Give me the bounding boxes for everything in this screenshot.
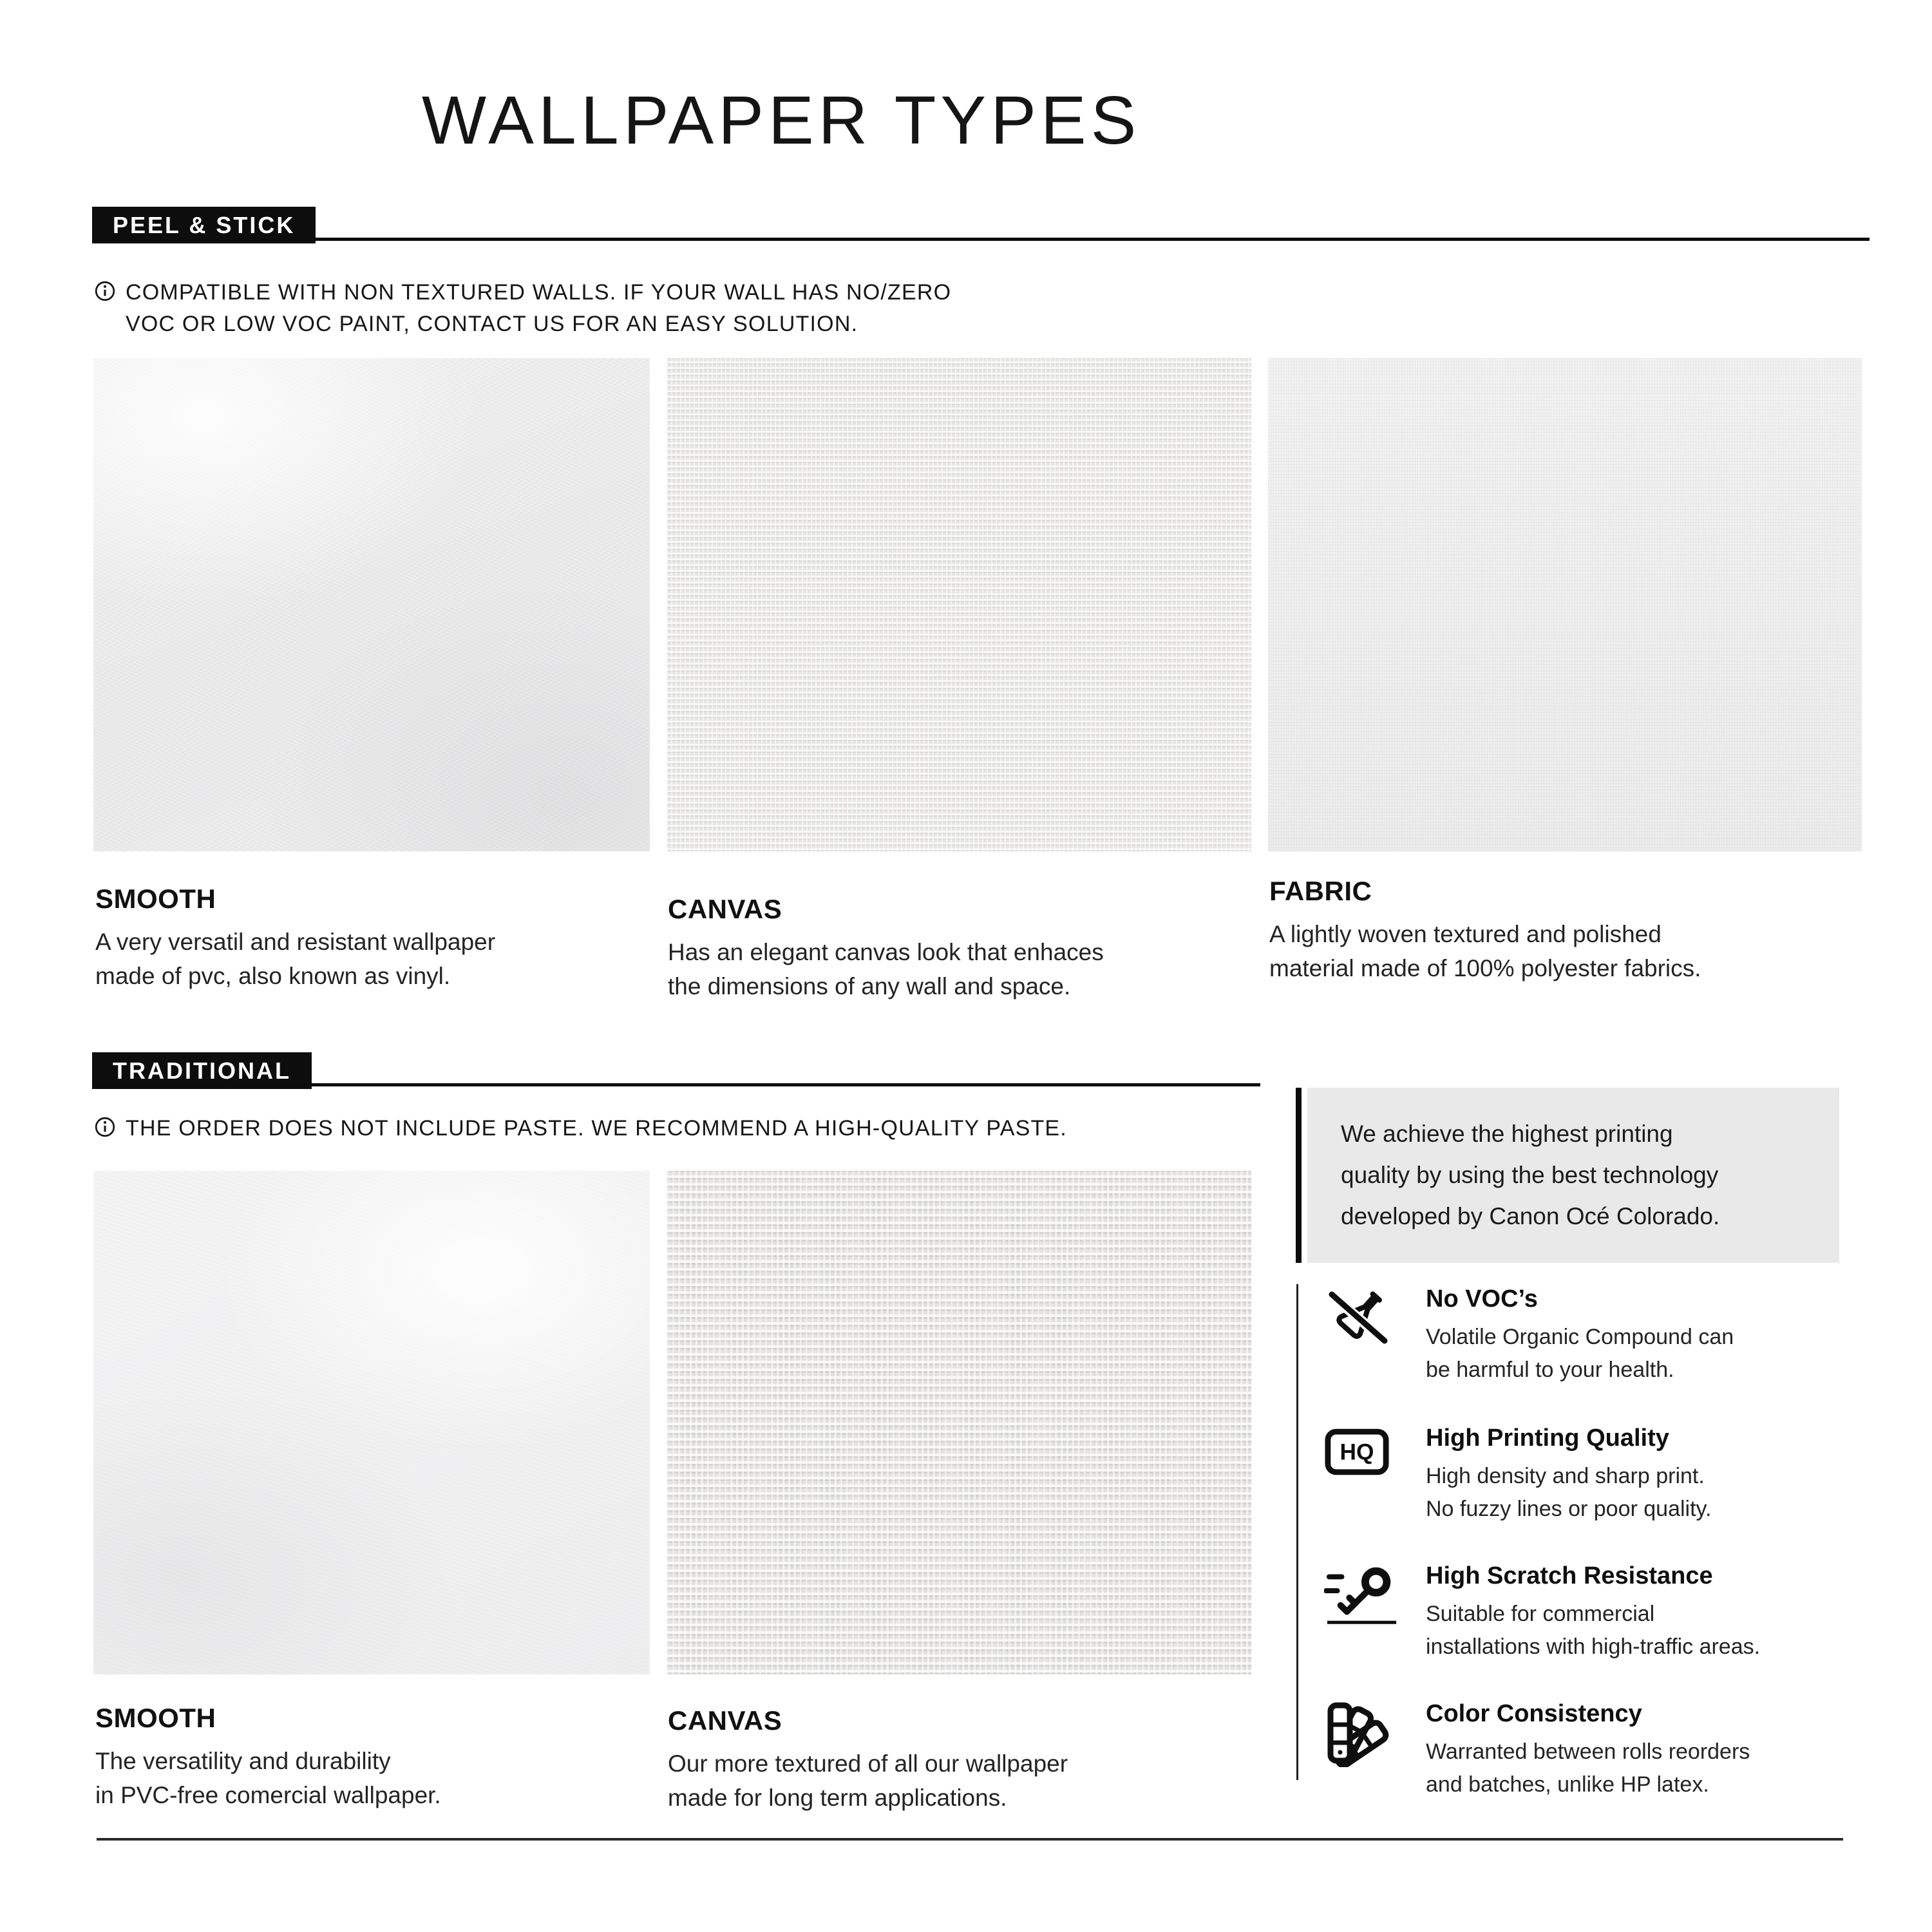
peel-stick-note <box>94 277 951 340</box>
feature-title: Color Consistency <box>1426 1700 1642 1727</box>
printing-note-panel <box>1307 1088 1839 1263</box>
swatch-image-traditional-canvas <box>667 1171 1251 1674</box>
swatch-title: SMOOTH <box>95 884 216 914</box>
swatch-title: CANVAS <box>668 1705 782 1736</box>
peel-stick-divider-line <box>92 238 1870 241</box>
swatch-image-peel-canvas <box>667 358 1251 851</box>
traditional-note <box>94 1113 1067 1144</box>
feature-title: No VOC’s <box>1426 1285 1538 1312</box>
info-circle-icon <box>94 280 116 302</box>
swatch-description: A very versatil and resistant wallpaper made of pvc, also known as vinyl. <box>95 929 496 989</box>
printing-note-text: We achieve the highest printing quality by using the best technology developed by Canon Océ Colorado. <box>1341 1121 1720 1229</box>
hq-badge-icon <box>1324 1428 1421 1475</box>
printing-note-accent-bar <box>1296 1088 1302 1263</box>
feature-color-consistency <box>1324 1700 1852 1801</box>
swatch-image-peel-fabric <box>1268 358 1862 851</box>
swatch-description: A lightly woven textured and polished material made of 100% polyester fabrics. <box>1269 921 1701 981</box>
no-voc-flask-icon <box>1324 1285 1421 1350</box>
swatch-title: FABRIC <box>1269 876 1372 906</box>
feature-description: High density and sharp print. No fuzzy lines or poor quality. <box>1426 1464 1712 1521</box>
feature-description: Suitable for commercial installations with high-traffic areas. <box>1426 1602 1761 1659</box>
feature-title: High Scratch Resistance <box>1426 1562 1713 1589</box>
svg-text:HQ: HQ <box>1340 1439 1374 1465</box>
feature-no-voc <box>1324 1285 1852 1387</box>
caption-traditional-canvas <box>668 1705 1247 1815</box>
peel-stick-section-label: PEEL & STICK <box>92 207 316 243</box>
swatch-description: The versatility and durability in PVC-free comercial wallpaper. <box>95 1748 441 1808</box>
page-title: WALLPAPER TYPES <box>422 82 1141 158</box>
scratch-key-icon <box>1324 1562 1421 1627</box>
feature-description: Warranted between rolls reorders and batches, unlike HP latex. <box>1426 1739 1750 1797</box>
swatch-title: CANVAS <box>668 894 782 924</box>
features-divider-line <box>1296 1284 1298 1780</box>
swatch-title: SMOOTH <box>95 1703 216 1733</box>
swatch-description: Has an elegant canvas look that enhaces the dimensions of any wall and space. <box>668 939 1104 999</box>
caption-peel-fabric <box>1269 876 1859 985</box>
caption-traditional-smooth <box>95 1703 662 1812</box>
footer-divider-line <box>97 1838 1843 1841</box>
swatch-image-traditional-smooth <box>93 1171 650 1674</box>
color-swatchbook-icon <box>1324 1700 1421 1767</box>
swatch-image-peel-smooth <box>93 358 650 851</box>
feature-title: High Printing Quality <box>1426 1425 1669 1452</box>
feature-high-printing-quality <box>1324 1425 1852 1526</box>
swatch-description: Our more textured of all our wallpaper made for long term applications. <box>668 1750 1068 1811</box>
traditional-note-text: THE ORDER DOES NOT INCLUDE PASTE. WE RECOMMEND A HIGH-QUALITY PASTE. <box>126 1116 1067 1141</box>
peel-stick-note-text: COMPATIBLE WITH NON TEXTURED WALLS. IF YOUR WALL HAS NO/ZERO VOC OR LOW VOC PAINT, CONTACT US FOR AN EASY SOLUTION. <box>126 280 952 336</box>
traditional-section-label: TRADITIONAL <box>92 1052 312 1089</box>
feature-description: Volatile Organic Compound can be harmful to your health. <box>1426 1325 1734 1382</box>
caption-peel-smooth <box>95 884 662 993</box>
info-circle-icon <box>94 1116 116 1138</box>
caption-peel-canvas <box>668 894 1247 1003</box>
feature-high-scratch-resistance <box>1324 1562 1852 1663</box>
